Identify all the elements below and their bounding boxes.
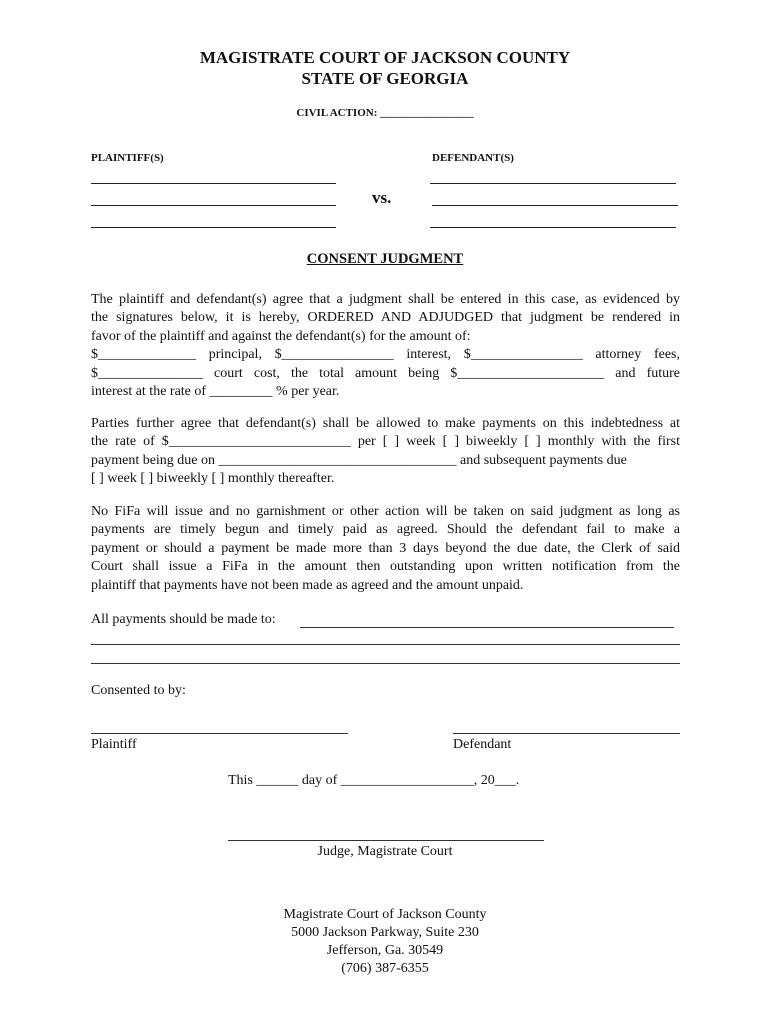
judge-signature-line[interactable] <box>228 840 544 841</box>
plaintiff-signature-label: Plaintiff <box>91 737 137 752</box>
court-title: MAGISTRATE COURT OF JACKSON COUNTY <box>199 48 571 67</box>
paragraph-line: No FiFa will issue and no garnishment or other action will be taken on said judgment as long as <box>91 504 680 519</box>
state-title: STATE OF GEORGIA <box>301 69 469 88</box>
judgment-paragraph <box>91 291 680 401</box>
payment-rate-line[interactable]: the rate of $__________________________ per [ ] week [ ] biweekly [ ] monthly with the first <box>91 434 680 450</box>
date-line[interactable]: This ______ day of ___________________, 20___. <box>228 773 520 788</box>
versus-label: vs. <box>372 188 392 207</box>
paragraph-line: Parties further agree that defendant(s) shall be allowed to make payments on this indebtedness at <box>91 416 680 431</box>
defendant-line-1[interactable] <box>430 183 676 184</box>
footer-city: Jefferson, Ga. 30549 <box>326 943 444 958</box>
paragraph-line: Court shall issue a FiFa in the amount then outstanding upon written notification from the <box>91 559 680 575</box>
paragraph-line: the signatures below, it is hereby, ORDERED AND ADJUDGED that judgment be rendered in <box>91 310 680 326</box>
payment-terms-paragraph <box>91 415 680 489</box>
plaintiff-line-3[interactable] <box>91 227 336 228</box>
plaintiff-line-2[interactable] <box>91 205 336 206</box>
payments-to-line-2[interactable] <box>91 644 680 645</box>
paragraph-line: payments are timely begun and timely paid as agreed. Should the defendant fail to make a <box>91 522 680 538</box>
plaintiff-label: PLAINTIFF(S) <box>91 152 164 164</box>
first-payment-line[interactable]: payment being due on __________________________________ and subsequent payments due <box>91 452 627 468</box>
plaintiff-line-1[interactable] <box>91 183 336 184</box>
footer-address: 5000 Jackson Parkway, Suite 230 <box>291 925 479 940</box>
footer-court-name: Magistrate Court of Jackson County <box>283 907 487 922</box>
consented-by-label: Consented to by: <box>91 683 186 698</box>
civil-action-field[interactable]: CIVIL ACTION: _________________ <box>296 107 474 119</box>
paragraph-line: plaintiff that payments have not been made as agreed and the amount unpaid. <box>91 577 524 593</box>
amounts-line[interactable]: $______________ principal, $________________ interest, $________________ attorney fees, <box>91 347 680 363</box>
payments-to-line-3[interactable] <box>91 663 680 664</box>
payments-to-label: All payments should be made to: <box>91 612 276 627</box>
paragraph-line: payment or should a payment be made more than 3 days beyond the due date, the Clerk of said <box>91 540 680 556</box>
fifa-paragraph <box>91 503 680 595</box>
paragraph-line: The plaintiff and defendant(s) agree that a judgment shall be entered in this case, as evidenced by <box>91 292 680 307</box>
judge-label: Judge, Magistrate Court <box>317 844 453 859</box>
defendant-label: DEFENDANT(S) <box>432 152 514 164</box>
paragraph-line: favor of the plaintiff and against the defendant(s) for the amount of: <box>91 328 471 344</box>
defendant-signature-line[interactable] <box>453 733 680 734</box>
footer-phone: (706) 387-6355 <box>341 961 429 976</box>
payments-to-line-1[interactable] <box>300 627 674 628</box>
frequency-line[interactable]: [ ] week [ ] biweekly [ ] monthly thereafter. <box>91 471 335 487</box>
defendant-line-2[interactable] <box>432 205 678 206</box>
defendant-signature-label: Defendant <box>453 737 512 752</box>
plaintiff-signature-line[interactable] <box>91 733 348 734</box>
document-title: CONSENT JUDGMENT <box>306 251 464 267</box>
defendant-line-3[interactable] <box>430 227 676 228</box>
amounts-line[interactable]: $_______________ court cost, the total amount being $_____________________ and future <box>91 365 680 381</box>
interest-rate-line[interactable]: interest at the rate of _________ % per year. <box>91 384 340 400</box>
